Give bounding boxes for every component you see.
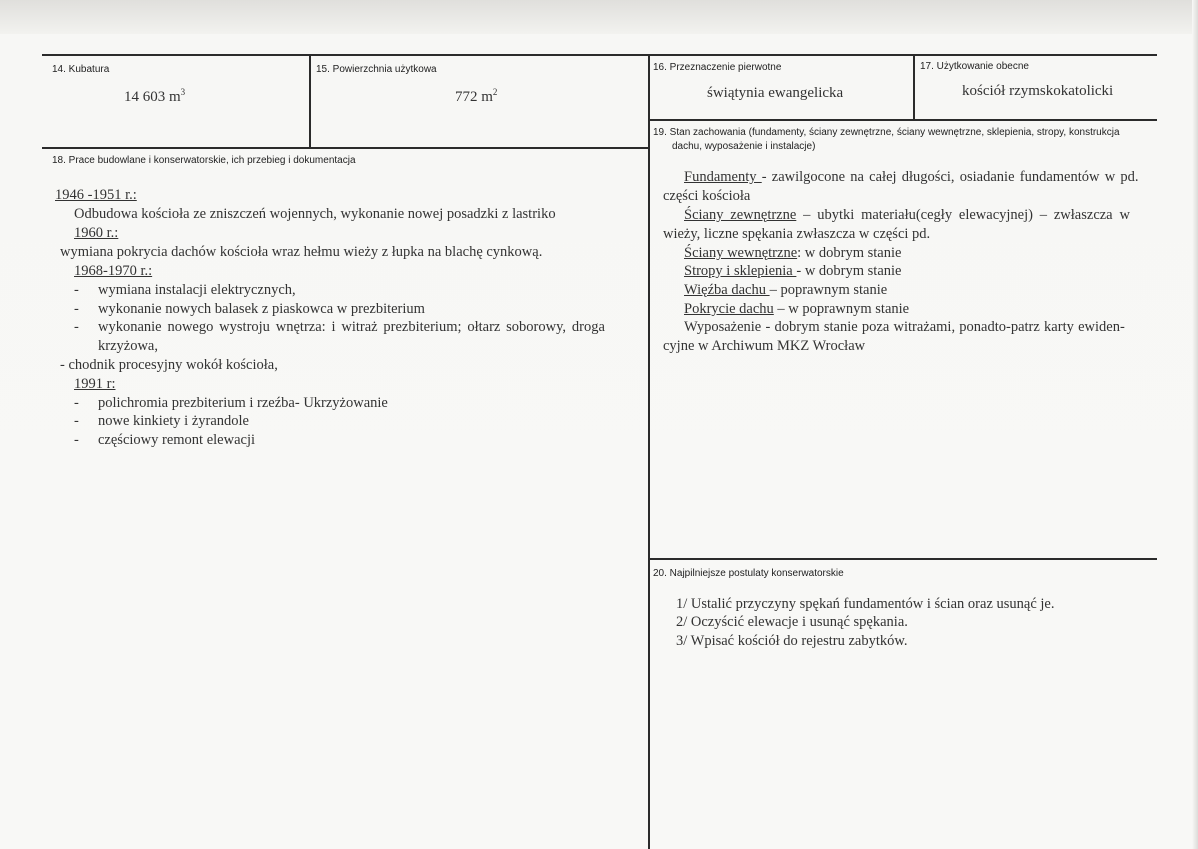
divider-16-17 xyxy=(648,119,1157,121)
kubatura-number: 14 603 m xyxy=(124,89,181,105)
work-1946: Odbudowa kościoła ze zniszczeń wojennych, wykonanie nowej posadzki z lastriko xyxy=(74,206,556,222)
divider-center xyxy=(648,55,650,849)
bullet-dash: - xyxy=(74,432,79,448)
state-roof-truss xyxy=(684,281,887,300)
work-1968-c: wykonanie nowego wystroju wnętrza: i witraż prezbiterium; ołtarz soborowy, droga xyxy=(98,319,605,335)
state-desc: – ubytki materiału(cegły elewacyjnej) – zwłaszcza w xyxy=(796,207,1130,223)
period-1991: 1991 r: xyxy=(74,376,116,392)
field-15-value xyxy=(455,87,497,106)
state-equipment-cont: cyjne w Archiwum MKZ Wrocław xyxy=(663,338,866,354)
state-head: Ściany zewnętrzne xyxy=(684,207,797,223)
field-14-value xyxy=(124,87,185,106)
period-1968: 1968-1970 r.: xyxy=(74,263,153,279)
state-int-walls xyxy=(684,244,901,263)
state-ext-walls xyxy=(684,206,1130,225)
divider-19-20 xyxy=(648,558,1157,560)
field-19-label-cont: dachu, wyposażenie i instalacje) xyxy=(672,141,816,152)
state-desc: – poprawnym stanie xyxy=(769,282,888,298)
bullet-dash: - xyxy=(74,301,79,317)
area-number: 772 m xyxy=(455,89,493,105)
field-16-label: 16. Przeznaczenie pierwotne xyxy=(653,62,782,73)
field-16-value: świątynia ewangelicka xyxy=(707,85,844,101)
work-1991-b: nowe kinkiety i żyrandole xyxy=(98,413,249,429)
work-1968-d: - chodnik procesyjny wokół kościoła, xyxy=(60,357,278,373)
bullet-dash: - xyxy=(74,319,79,335)
state-ext-walls-cont: wieży, liczne spękania zwłaszcza w części pd. xyxy=(663,226,931,242)
form-top-border xyxy=(42,54,1157,56)
state-head: Pokrycie dachu xyxy=(684,301,774,317)
bullet-dash: - xyxy=(74,282,79,298)
field-15-label: 15. Powierzchnia użytkowa xyxy=(316,64,437,75)
postulate-1: 1/ Ustalić przyczyny spękań fundamentów i ścian oraz usunąć je. xyxy=(676,596,1055,612)
bullet-dash: - xyxy=(74,413,79,429)
state-head: Stropy i sklepienia xyxy=(684,263,797,279)
scan-top-edge xyxy=(0,0,1198,34)
state-foundations xyxy=(684,168,1139,187)
state-desc: - w dobrym stanie xyxy=(796,263,902,279)
field-19-label: 19. Stan zachowania (fundamenty, ściany zewnętrzne, ściany wewnętrzne, sklepienia, stropy, konstrukcja xyxy=(653,127,1120,138)
field-18-label: 18. Prace budowlane i konserwatorskie, ich przebieg i dokumentacja xyxy=(52,155,356,166)
divider-14-15 xyxy=(309,55,311,147)
period-1946: 1946 -1951 r.: xyxy=(55,187,137,203)
divider-16-17-v xyxy=(913,55,915,119)
state-head: Więźba dachu xyxy=(684,282,770,298)
work-1991-a: polichromia prezbiterium i rzeźba- Ukrzyżowanie xyxy=(98,395,388,411)
scan-right-edge xyxy=(1192,0,1198,849)
state-desc: – w poprawnym stanie xyxy=(773,301,910,317)
work-1960: wymiana pokrycia dachów kościoła wraz hełmu wieży z łupka na blachę cynkową. xyxy=(60,244,543,260)
kubatura-exponent: 3 xyxy=(180,87,186,97)
state-desc: : w dobrym stanie xyxy=(797,245,902,261)
state-roofing xyxy=(684,300,909,319)
field-17-label: 17. Użytkowanie obecne xyxy=(920,61,1029,72)
state-desc: - zawilgocone na całej długości, osiadanie fundamentów w pd. xyxy=(761,169,1139,185)
work-1968-a: wymiana instalacji elektrycznych, xyxy=(98,282,296,298)
area-exponent: 2 xyxy=(492,87,498,97)
field-20-label: 20. Najpilniejsze postulaty konserwatorskie xyxy=(653,568,844,579)
work-1968-b: wykonanie nowych balasek z piaskowca w prezbiterium xyxy=(98,301,425,317)
divider-row1 xyxy=(42,147,648,149)
postulate-2: 2/ Oczyścić elewacje i usunąć spękania. xyxy=(676,614,908,630)
work-1968-c-cont: krzyżowa, xyxy=(98,338,158,354)
state-ceilings xyxy=(684,262,901,281)
work-1991-c: częściowy remont elewacji xyxy=(98,432,256,448)
period-1960: 1960 r.: xyxy=(74,225,119,241)
bullet-dash: - xyxy=(74,395,79,411)
state-head: Fundamenty xyxy=(684,169,762,185)
field-14-label: 14. Kubatura xyxy=(52,64,110,75)
state-head: Ściany wewnętrzne xyxy=(684,245,798,261)
field-17-value: kościół rzymskokatolicki xyxy=(962,83,1114,99)
postulate-3: 3/ Wpisać kościół do rejestru zabytków. xyxy=(676,633,908,649)
state-foundations-cont: części kościoła xyxy=(663,188,751,204)
state-equipment: Wyposażenie - dobrym stanie poza witrażami, ponadto-patrz karty ewiden- xyxy=(684,319,1125,335)
